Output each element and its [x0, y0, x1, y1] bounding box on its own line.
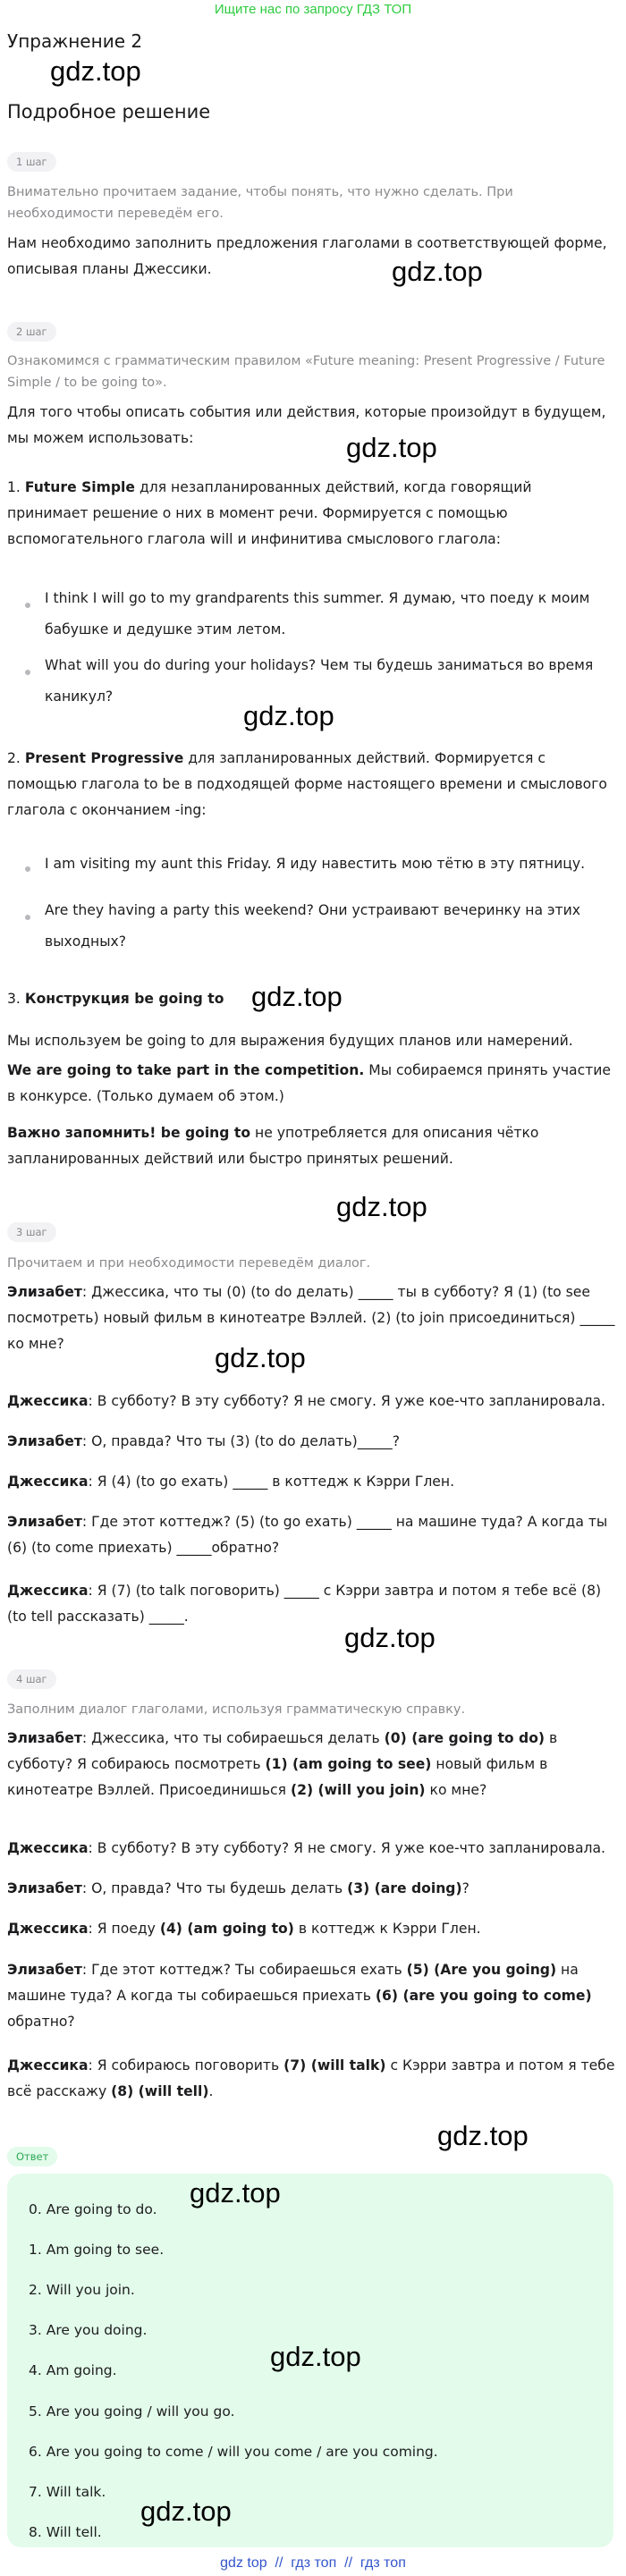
dialog-text: в коттедж к Кэрри Глен.	[293, 1921, 481, 1937]
answer-item: 2. Will you join.	[29, 2282, 135, 2298]
watermark: gdz.top	[346, 432, 437, 463]
speaker-name: Джессика	[7, 1393, 89, 1409]
speaker-name: Элизабет	[7, 1514, 82, 1530]
bullet-dot	[25, 915, 30, 920]
watermark: gdz.top	[215, 1342, 306, 1373]
step-badge: 2 шаг	[7, 322, 56, 342]
answer-highlight: (0) (are going to do)	[384, 1730, 546, 1746]
dialog-text: : Где этот коттедж? (5) (to go ехать) _____ на машине туда? А когда ты (6) (to come приехать) _____обратно?	[7, 1514, 608, 1556]
speaker-name: Элизабет	[7, 1880, 82, 1896]
dialog-line	[7, 1726, 615, 1803]
example-item: What will you do during your holidays? Чем ты будешь заниматься во время каникул?	[45, 657, 594, 705]
dialog-text: на машине туда? А когда ты собираешься приехать	[7, 1962, 579, 2004]
answer-item: 8. Will tell.	[29, 2524, 102, 2540]
watermark: gdz.top	[140, 2496, 232, 2527]
dialog-text: : Я собираюсь поговорить	[88, 2057, 284, 2073]
rule-name: Конструкция be going to	[24, 991, 224, 1007]
dialog-text: ?	[461, 1880, 470, 1896]
speaker-name: Джессика	[7, 1921, 89, 1937]
note-title: Важно запомнить! be going to	[7, 1125, 251, 1141]
rule-example	[7, 1058, 615, 1110]
dialog-line	[7, 1469, 615, 1495]
answer-highlight: (2) (will you join)	[290, 1782, 426, 1798]
step-hint: Внимательно прочитаем задание, чтобы понять, что нужно сделать. При необходимости переведём его.	[7, 185, 513, 221]
speaker-name: Джессика	[7, 1840, 89, 1856]
step-hint: Ознакомимся с грамматическим правилом «Future meaning: Present Progressive / Future Simple / to be going to».	[7, 354, 605, 390]
dialog-text: : В субботу? В эту субботу? Я не смогу. Я уже кое-что запланировала.	[88, 1393, 606, 1409]
example-item: I am visiting my aunt this Friday. Я иду навестить мою тётю в эту пятницу.	[45, 856, 586, 872]
step-badge: 3 шаг	[7, 1222, 56, 1242]
dialog-line	[7, 1836, 615, 1862]
dialog-line	[7, 1509, 615, 1561]
watermark: gdz.top	[344, 1622, 436, 1653]
note-text: не употребляется для описания чётко запланированных действий или быстро принятых решений.	[7, 1125, 539, 1167]
top-banner[interactable]: Ищите нас по запросу ГДЗ ТОП	[214, 2, 412, 17]
dialog-text: ко мне?	[425, 1782, 487, 1798]
example-item: I think I will go to my grandparents this summer. Я думаю, что поеду к моим бабушке и дедушке этим летом.	[45, 590, 590, 638]
dialog-line	[7, 1280, 615, 1357]
step-text: Нам необходимо заполнить предложения глаголами в соответствующей форме, описывая планы Джессики.	[7, 235, 607, 277]
step-hint: Заполним диалог глаголами, используя грамматическую справку.	[7, 1702, 466, 1717]
watermark: gdz.top	[190, 2177, 281, 2209]
dialog-text: : Где этот коттедж? Ты собираешься ехать	[81, 1962, 407, 1978]
dialog-text: : Я (4) (to go ехать) _____ в коттедж к Кэрри Глен.	[88, 1474, 455, 1490]
solution-heading: Подробное решение	[7, 101, 211, 122]
dialog-line	[7, 1578, 615, 1630]
answer-item: 4. Am going.	[29, 2362, 117, 2378]
answer-item: 0. Are going to do.	[29, 2201, 157, 2217]
watermark: gdz.top	[336, 1191, 427, 1222]
step-badge: 4 шаг	[7, 1669, 56, 1689]
answer-item: 5. Are you going / will you go.	[29, 2403, 235, 2420]
example-translation: Мы собираемся принять участие в конкурсе. (Только думаем об этом.)	[7, 1062, 611, 1104]
answer-item: 6. Are you going to come / will you come / are you coming.	[29, 2444, 438, 2460]
dialog-text: обратно?	[7, 2014, 75, 2030]
rule-name: Present Progressive	[24, 750, 184, 766]
example-item: Are they having a party this weekend? Они устраивают вечеринку на этих выходных?	[45, 902, 580, 950]
step-hint: Прочитаем и при необходимости переведём диалог.	[7, 1256, 371, 1271]
footer-links[interactable]: gdz top // гдз топ // гдз топ	[220, 2555, 406, 2571]
answer-item: 7. Will talk.	[29, 2484, 106, 2500]
step-badge: 1 шаг	[7, 152, 56, 172]
dialog-text: .	[208, 2083, 214, 2099]
answer-highlight: (7) (will talk)	[283, 2057, 386, 2073]
answer-item: 3. Are you doing.	[29, 2322, 148, 2338]
answer-item: 1. Am going to see.	[29, 2242, 165, 2258]
speaker-name: Элизабет	[7, 1730, 82, 1746]
speaker-name: Джессика	[7, 2057, 89, 2073]
watermark: gdz.top	[251, 981, 343, 1012]
speaker-name: Элизабет	[7, 1433, 82, 1449]
dialog-text: новый фильм в кинотеатре Вэллей. Присоединишься	[7, 1756, 548, 1798]
speaker-name: Элизабет	[7, 1962, 82, 1978]
watermark: gdz.top	[437, 2120, 529, 2151]
rule-future-simple	[7, 475, 615, 553]
rule-note	[7, 1120, 615, 1172]
watermark: gdz.top	[243, 700, 334, 731]
dialog-text: в субботу? Я собираюсь посмотреть	[7, 1730, 558, 1772]
rule-description: для незапланированных действий, когда говорящий принимает решение о них в момент речи. Формируется с помощью вспомогательного глагола will и инфинитива смыслового глагола:	[7, 479, 532, 547]
bullet-dot	[25, 866, 30, 872]
rule-description: Мы используем be going to для выражения будущих планов или намерений.	[7, 1033, 573, 1049]
bullet-dot	[25, 603, 30, 608]
dialog-line	[7, 1916, 615, 1942]
dialog-line	[7, 1389, 615, 1415]
dialog-text: : Я поеду	[88, 1921, 160, 1937]
rule-number: 1.	[7, 479, 25, 495]
rule-name: Future Simple	[24, 479, 135, 495]
dialog-line	[7, 1876, 615, 1902]
rule-number: 2.	[7, 750, 25, 766]
answer-highlight: (3) (are doing)	[347, 1880, 462, 1896]
answer-highlight: (6) (are you going to come)	[375, 1988, 592, 2004]
watermark: gdz.top	[270, 2341, 361, 2372]
dialog-line	[7, 2053, 615, 2105]
example-english: We are going to take part in the competition.	[7, 1062, 365, 1078]
dialog-line	[7, 1957, 615, 2035]
rule-number: 3.	[7, 991, 25, 1007]
watermark: gdz.top	[392, 256, 483, 287]
answer-highlight: (5) (Are you going)	[406, 1962, 557, 1978]
dialog-text: : О, правда? Что ты (3) (to do делать)_____?	[81, 1433, 400, 1449]
bullet-dot	[25, 670, 30, 675]
dialog-line	[7, 1429, 615, 1455]
rule-present-progressive	[7, 746, 615, 823]
answer-badge: Ответ	[7, 2147, 57, 2166]
dialog-text: : Джессика, что ты (0) (to do делать) _____ ты в субботу? Я (1) (to see посмотреть) новый фильм в кинотеатре Вэллей. (2) (to join присоединиться) _____ ко мне?	[7, 1284, 615, 1352]
dialog-text: : Я (7) (to talk поговорить) _____ с Кэрри завтра и потом я тебе всё (8) (to tell рассказать) _____.	[7, 1583, 602, 1625]
watermark: gdz.top	[50, 55, 141, 87]
speaker-name: Джессика	[7, 1474, 89, 1490]
answer-highlight: (1) (am going to see)	[265, 1756, 432, 1772]
dialog-text: : О, правда? Что ты будешь делать	[81, 1880, 348, 1896]
answer-highlight: (4) (am going to)	[159, 1921, 294, 1937]
step-intro: Для того чтобы описать события или действия, которые произойдут в будущем, мы можем использовать:	[7, 404, 606, 446]
answer-highlight: (8) (will tell)	[111, 2083, 209, 2099]
rule-description: для запланированных действий. Формируется с помощью глагола to be в подходящей форме настоящего времени и смыслового глагола с окончанием -ing:	[7, 750, 607, 818]
dialog-text: с Кэрри завтра и потом я тебе всё расскажу	[7, 2057, 615, 2099]
dialog-text: : Джессика, что ты собираешься делать	[81, 1730, 385, 1746]
exercise-title: Упражнение 2	[7, 30, 143, 52]
dialog-text: : В субботу? В эту субботу? Я не смогу. Я уже кое-что запланировала.	[88, 1840, 606, 1856]
speaker-name: Джессика	[7, 1583, 89, 1599]
speaker-name: Элизабет	[7, 1284, 82, 1300]
